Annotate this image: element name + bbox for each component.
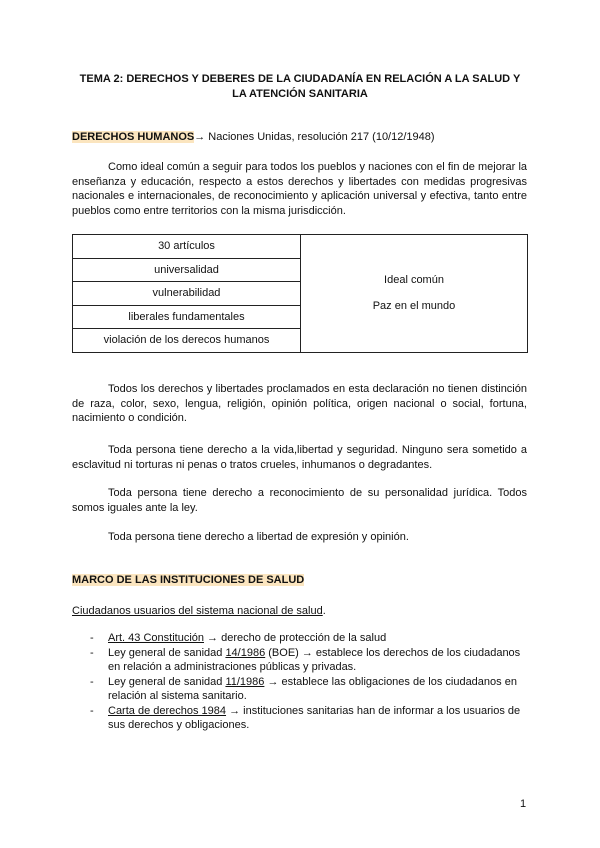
table-text: Ideal común	[384, 274, 444, 287]
highlighted-heading: MARCO DE LAS INSTITUCIONES DE SALUD	[72, 574, 305, 586]
section-heading-marco	[72, 573, 304, 588]
legislation-list	[90, 631, 527, 733]
title-line-1: TEMA 2: DERECHOS Y DEBERES DE LA CIUDADANÍA EN RELACIÓN A LA SALUD Y	[79, 73, 521, 85]
list-link[interactable]: 11/1986	[225, 675, 265, 688]
list-text: (BOE) → establece los derechos de los ciudadanos en relación a administraciones públicas y privadas.	[108, 646, 521, 673]
table-cell: 30 artículos	[73, 235, 301, 259]
highlighted-heading: DERECHOS HUMANOS	[72, 131, 195, 143]
intro-paragraph: Como ideal común a seguir para todos los pueblos y naciones con el fin de mejorar la enseñanza y educación, respecto a estos derechos y libertades con medidas progresivas nacionales e internacionales, de reconocimiento y aplicación universal y efectiva, tanto entre pueblos como entre territorios con la misma jurisdicción.	[72, 161, 527, 217]
list-text: → establece las obligaciones de los ciudadanos en relación al sistema sanitario.	[108, 675, 517, 702]
paragraph-1: Todos los derechos y libertades proclamados en esta declaración no tienen distinción de raza, color, sexo, lengua, religión, opinión política, origen nacional o social, fortuna, nacimiento o condición.	[72, 383, 527, 424]
heading-suffix: → Naciones Unidas, resolución 217 (10/12/1948)	[194, 131, 435, 143]
list-item	[90, 675, 527, 704]
list-link[interactable]: Carta de derechos 1984	[108, 704, 227, 717]
table-cell: violación de los derecos humanos	[73, 329, 301, 353]
subheading	[72, 604, 326, 619]
list-dash: -	[90, 646, 94, 659]
list-dash: -	[90, 675, 94, 688]
rights-table	[72, 234, 528, 353]
list-text: → derecho de protección de la salud	[204, 632, 387, 644]
page-number: 1	[520, 798, 527, 810]
table-cell: vulnerabilidad	[73, 282, 301, 306]
list-text: → instituciones sanitarias han de informar a los usuarios de sus derechos y obligaciones.	[108, 704, 521, 731]
list-link[interactable]: 14/1986	[225, 646, 266, 659]
table-cell: liberales fundamentales	[73, 305, 301, 329]
list-item	[90, 704, 527, 733]
list-pre: Ley general de sanidad	[108, 675, 226, 688]
list-dash: -	[90, 704, 94, 717]
paragraph-4: Toda persona tiene derecho a libertad de expresión y opinión.	[108, 531, 409, 543]
subheading-text: Ciudadanos usuarios del sistema nacional de salud	[72, 605, 323, 617]
document-title	[70, 72, 530, 102]
list-item	[90, 646, 527, 675]
list-dash: -	[90, 632, 94, 644]
subheading-end: .	[322, 605, 326, 617]
title-line-2: LA ATENCIÓN SANITARIA	[232, 88, 368, 100]
paragraph-2: Toda persona tiene derecho a la vida,libertad y seguridad. Ninguno sera sometido a esclavitud ni torturas ni penas o tratos crueles, inhumanos o degradantes.	[72, 444, 527, 471]
list-item	[90, 631, 527, 646]
list-link[interactable]: Art. 43 Constitución	[108, 632, 204, 644]
paragraph-3: Toda persona tiene derecho a reconocimiento de su personalidad jurídica. Todos somos iguales ante la ley.	[72, 487, 527, 514]
section-heading-derechos-humanos	[72, 130, 435, 145]
table-text: Paz en el mundo	[372, 300, 456, 313]
table-cell-merged	[301, 235, 528, 353]
list-pre: Ley general de sanidad	[108, 646, 226, 659]
table-cell: universalidad	[73, 258, 301, 282]
